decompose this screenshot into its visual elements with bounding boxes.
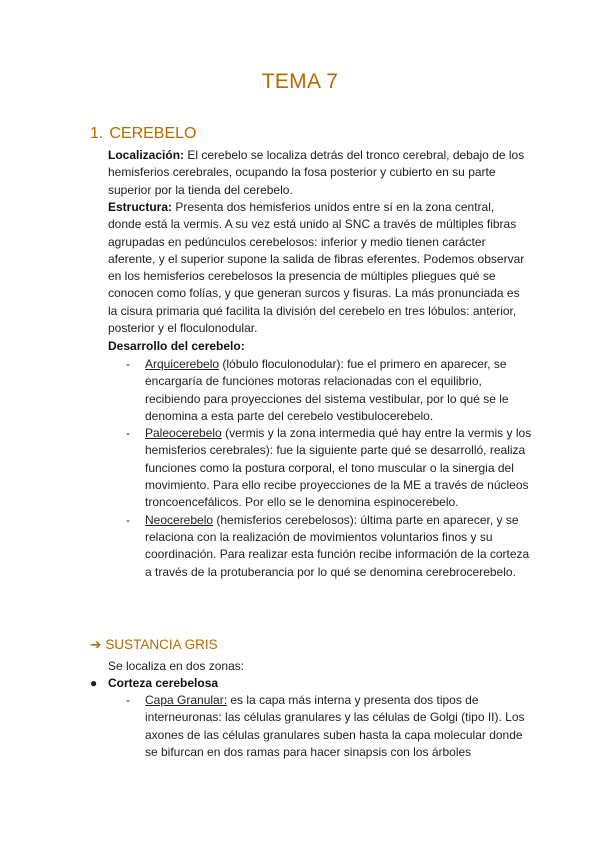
corteza-bullet [90, 675, 218, 692]
list-dash: - [126, 357, 130, 371]
list-item [108, 512, 538, 581]
arrow-right-icon: ➔ [90, 637, 102, 652]
list-item-text: (vermis y la zona intermedia qué hay entre la vermis y los hemisferios cerebrales): fue la siguiente parte qué se desarrolló, realiza funciones como la postura corporal, el tono muscular o la sinergia del movimiento. Para ello recibe proyecciones de la ME a través de núcleos troncoencefálicos. Por ello se le denomina espinocerebelo. [145, 426, 532, 510]
corteza-list [108, 692, 538, 761]
localizacion-label: Localización: [108, 148, 185, 162]
list-item-text: (hemisferios cerebelosos): última parte en aparecer, y se relaciona con la realización de movimientos voluntarios finos y su coordinación. Para realizar esta función recibe información de la corteza a través de la protuberancia por lo qué se denomina cerebrocerebelo. [145, 512, 530, 579]
page-title: TEMA 7 [261, 70, 339, 93]
desarrollo-label: Desarrollo del cerebelo: [108, 339, 245, 353]
section-heading-cerebelo [90, 125, 196, 143]
localizacion-text: El cerebelo se localiza detrás del tronco cerebral, debajo de los hemisferios cerebrales, ocupando la fosa posterior y cubierto en su parte superior por la tienda del cerebelo. [108, 148, 525, 197]
section-number: 1. [90, 125, 104, 142]
bullet-icon: ● [90, 676, 98, 690]
section-heading-sustancia-gris [90, 637, 218, 653]
desarrollo-list [108, 356, 538, 581]
estructura-paragraph [108, 199, 528, 337]
estructura-text: Presenta dos hemisferios unidos entre sí en la zona central, donde está la vermis. A su vez está unido al SNC a través de múltiples fibras agrupadas en pedúnculos cerebelosos: inferior y medio tienen carácter aferente, y el superior supone la salida de fibras eferentes. Podemos observar en los hemisferios cerebelosos la presencia de múltiples pliegues qué se conocen como folías, y que generan surcos y fisuras. La más pronunciada es la cisura primaria qué facilita la división del cerebelo en tres lóbulos: anterior, posterior y el floculonodular. [108, 200, 525, 336]
list-dash: - [126, 426, 130, 441]
corteza-label: Corteza cerebelosa [108, 676, 219, 690]
desarrollo-heading [108, 338, 528, 355]
list-item-text: (lóbulo floculonodular): fue el primero en aparecer, se encargaría de funciones motoras relacionadas con el equilibrio, recibiendo para proyecciones del sistema vestibular, por lo qué se le denomina a esta parte del cerebelo vestibulocerebelo. [145, 357, 509, 423]
list-item [108, 425, 538, 511]
list-item-term: Neocerebelo [145, 512, 214, 527]
estructura-label: Estructura: [108, 200, 173, 214]
section-heading-text: SUSTANCIA GRIS [105, 637, 218, 652]
list-item [108, 356, 538, 425]
section-heading-text: CEREBELO [109, 125, 197, 142]
list-item [108, 692, 538, 761]
list-dash: - [126, 512, 130, 527]
list-dash: - [126, 693, 130, 707]
list-item-term: Arquicerebelo [145, 357, 220, 371]
list-item-text: es la capa más interna y presenta dos tipos de interneuronas: las células granulares y las células de Golgi (tipo II). Los axones de las células granulares suben hasta la capa molecular donde se bifurcan en dos ramas para hacer sinapsis con los árboles [145, 693, 525, 759]
sustancia-gris-intro: Se localiza en dos zonas: [108, 659, 245, 673]
list-item-term: Paleocerebelo [145, 426, 222, 441]
localizacion-paragraph [108, 147, 528, 199]
list-item-term: Capa Granular: [145, 693, 228, 707]
